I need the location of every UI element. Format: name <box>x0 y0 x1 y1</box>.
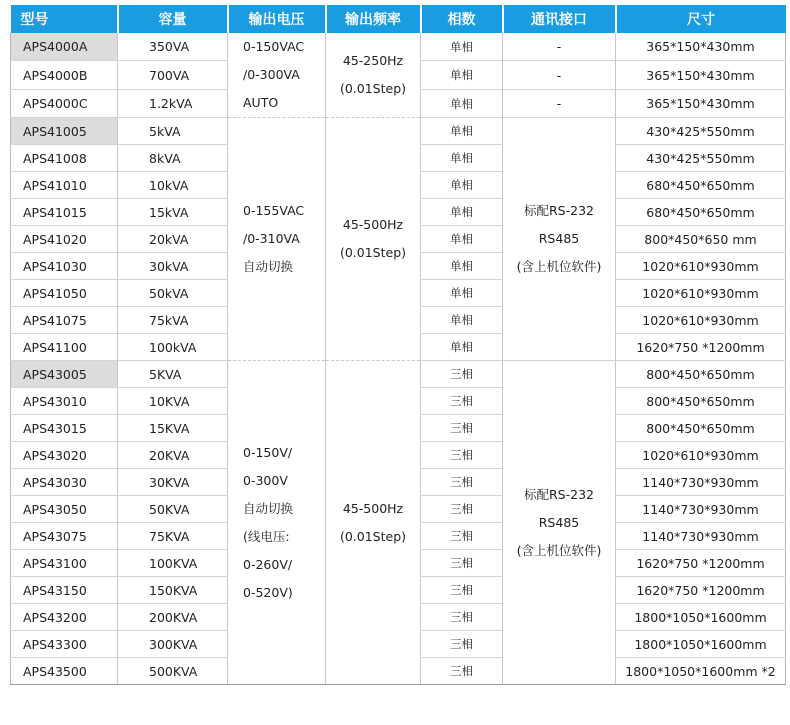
output-frequency-line: (0.01Step) <box>339 81 407 97</box>
product-spec-table <box>10 5 786 685</box>
output-voltage-line: 自动切换 <box>243 259 294 275</box>
capacity-cell: 15kVA <box>118 199 228 226</box>
dimensions-cell: 1800*1050*1600mm *2 <box>616 658 786 685</box>
comm-interface-line: (含上机位软件) <box>516 542 602 558</box>
comm-interface-cell: - <box>503 33 616 61</box>
output-voltage-cell <box>228 118 326 361</box>
dimensions-cell: 365*150*430mm <box>616 61 786 89</box>
model-cell: APS41015 <box>11 199 118 226</box>
model-cell: APS43150 <box>11 577 118 604</box>
phase-cell: 单相 <box>421 145 503 172</box>
dimensions-cell: 430*425*550mm <box>616 145 786 172</box>
model-cell: APS43005 <box>11 361 118 388</box>
model-cell: APS41030 <box>11 253 118 280</box>
output-voltage-line: /0-300VA <box>243 67 300 83</box>
model-cell: APS43020 <box>11 442 118 469</box>
capacity-cell: 350VA <box>118 33 228 61</box>
capacity-cell: 30kVA <box>118 253 228 280</box>
phase-cell: 三相 <box>421 442 503 469</box>
dimensions-cell: 1020*610*930mm <box>616 307 786 334</box>
header-model: 型号 <box>11 5 118 33</box>
capacity-cell: 10KVA <box>118 388 228 415</box>
capacity-cell: 10kVA <box>118 172 228 199</box>
header-output-voltage: 输出电压 <box>228 5 326 33</box>
output-voltage-line: /0-310VA <box>243 231 300 247</box>
capacity-cell: 150KVA <box>118 577 228 604</box>
model-cell: APS41100 <box>11 334 118 361</box>
output-frequency-line: (0.01Step) <box>339 245 407 261</box>
capacity-cell: 75kVA <box>118 307 228 334</box>
phase-cell: 三相 <box>421 523 503 550</box>
phase-cell: 单相 <box>421 280 503 307</box>
dimensions-cell: 1140*730*930mm <box>616 496 786 523</box>
dimensions-cell: 1020*610*930mm <box>616 442 786 469</box>
dimensions-cell: 1620*750 *1200mm <box>616 577 786 604</box>
dimensions-cell: 800*450*650 mm <box>616 226 786 253</box>
dimensions-cell: 1800*1050*1600mm <box>616 604 786 631</box>
header-capacity: 容量 <box>118 5 228 33</box>
output-voltage-cell <box>228 33 326 118</box>
output-voltage-line: 0-260V/ <box>243 557 293 572</box>
phase-cell: 三相 <box>421 388 503 415</box>
dimensions-cell: 1620*750 *1200mm <box>616 550 786 577</box>
dimensions-cell: 680*450*650mm <box>616 172 786 199</box>
table-row <box>11 33 786 61</box>
output-voltage-line: 0-150VAC <box>243 39 305 54</box>
comm-interface-cell: - <box>503 89 616 117</box>
capacity-cell: 200KVA <box>118 604 228 631</box>
model-cell: APS43300 <box>11 631 118 658</box>
capacity-cell: 700VA <box>118 61 228 89</box>
model-cell: APS43200 <box>11 604 118 631</box>
phase-cell: 单相 <box>421 33 503 61</box>
comm-interface-cell <box>503 361 616 685</box>
phase-cell: 三相 <box>421 361 503 388</box>
table-header <box>11 5 786 33</box>
comm-interface-line: RS485 <box>538 514 580 530</box>
phase-cell: 三相 <box>421 469 503 496</box>
phase-cell: 单相 <box>421 172 503 199</box>
dimensions-cell: 1020*610*930mm <box>616 253 786 280</box>
capacity-cell: 50kVA <box>118 280 228 307</box>
phase-cell: 三相 <box>421 604 503 631</box>
output-voltage-line: 0-155VAC <box>243 203 305 219</box>
phase-cell: 三相 <box>421 415 503 442</box>
capacity-cell: 500KVA <box>118 658 228 685</box>
header-row <box>11 5 786 33</box>
model-cell: APS41020 <box>11 226 118 253</box>
capacity-cell: 5kVA <box>118 118 228 145</box>
phase-cell: 三相 <box>421 550 503 577</box>
model-cell: APS41008 <box>11 145 118 172</box>
output-voltage-line: 0-150V/ <box>243 444 293 460</box>
dimensions-cell: 1020*610*930mm <box>616 280 786 307</box>
model-cell: APS41075 <box>11 307 118 334</box>
dimensions-cell: 430*425*550mm <box>616 118 786 145</box>
model-cell: APS43030 <box>11 469 118 496</box>
capacity-cell: 8kVA <box>118 145 228 172</box>
comm-interface-line: RS485 <box>538 231 580 247</box>
output-frequency-cell <box>326 33 421 118</box>
dimensions-cell: 365*150*430mm <box>616 33 786 61</box>
output-voltage-line: 自动切换 <box>243 500 294 516</box>
table-row <box>11 118 786 145</box>
dimensions-cell: 800*450*650mm <box>616 361 786 388</box>
table-row <box>11 361 786 388</box>
comm-interface-line: 标配RS-232 <box>524 203 594 219</box>
output-voltage-line: 0-300V <box>243 472 288 488</box>
phase-cell: 三相 <box>421 577 503 604</box>
dimensions-cell: 365*150*430mm <box>616 89 786 117</box>
comm-interface-line: 标配RS-232 <box>524 486 594 502</box>
output-frequency-line: 45-500Hz <box>342 217 404 233</box>
output-voltage-line: AUTO <box>243 95 279 111</box>
dimensions-cell: 800*450*650mm <box>616 415 786 442</box>
model-cell: APS4000A <box>11 33 118 61</box>
model-cell: APS43100 <box>11 550 118 577</box>
comm-interface-line: (含上机位软件) <box>516 259 602 275</box>
model-cell: APS43500 <box>11 658 118 685</box>
model-cell: APS41005 <box>11 118 118 145</box>
phase-cell: 三相 <box>421 496 503 523</box>
capacity-cell: 5KVA <box>118 361 228 388</box>
output-frequency-line: 45-500Hz <box>342 500 404 516</box>
phase-cell: 单相 <box>421 118 503 145</box>
model-cell: APS4000C <box>11 89 118 117</box>
dimensions-cell: 1800*1050*1600mm <box>616 631 786 658</box>
model-cell: APS43010 <box>11 388 118 415</box>
model-cell: APS43015 <box>11 415 118 442</box>
capacity-cell: 50KVA <box>118 496 228 523</box>
output-frequency-cell <box>326 118 421 361</box>
capacity-cell: 100KVA <box>118 550 228 577</box>
table-body <box>11 33 786 685</box>
capacity-cell: 20KVA <box>118 442 228 469</box>
phase-cell: 单相 <box>421 61 503 89</box>
phase-cell: 单相 <box>421 253 503 280</box>
dimensions-cell: 680*450*650mm <box>616 199 786 226</box>
capacity-cell: 30KVA <box>118 469 228 496</box>
comm-interface-cell: - <box>503 61 616 89</box>
phase-cell: 单相 <box>421 89 503 117</box>
capacity-cell: 100kVA <box>118 334 228 361</box>
capacity-cell: 1.2kVA <box>118 89 228 117</box>
capacity-cell: 300KVA <box>118 631 228 658</box>
phase-cell: 单相 <box>421 226 503 253</box>
dimensions-cell: 1140*730*930mm <box>616 523 786 550</box>
capacity-cell: 15KVA <box>118 415 228 442</box>
output-frequency-line: (0.01Step) <box>339 528 407 544</box>
dimensions-cell: 800*450*650mm <box>616 388 786 415</box>
comm-interface-cell <box>503 118 616 361</box>
output-voltage-line: 0-520V) <box>243 585 293 601</box>
output-frequency-line: 45-250Hz <box>342 53 404 69</box>
header-dimensions: 尺寸 <box>616 5 786 33</box>
header-comm-interface: 通讯接口 <box>503 5 616 33</box>
dimensions-cell: 1620*750 *1200mm <box>616 334 786 361</box>
header-phase: 相数 <box>421 5 503 33</box>
output-frequency-cell <box>326 361 421 685</box>
model-cell: APS43050 <box>11 496 118 523</box>
model-cell: APS43075 <box>11 523 118 550</box>
phase-cell: 单相 <box>421 334 503 361</box>
capacity-cell: 20kVA <box>118 226 228 253</box>
model-cell: APS41050 <box>11 280 118 307</box>
phase-cell: 三相 <box>421 631 503 658</box>
model-cell: APS41010 <box>11 172 118 199</box>
model-cell: APS4000B <box>11 61 118 89</box>
dimensions-cell: 1140*730*930mm <box>616 469 786 496</box>
phase-cell: 三相 <box>421 658 503 685</box>
output-voltage-cell <box>228 361 326 685</box>
header-output-frequency: 输出频率 <box>326 5 421 33</box>
phase-cell: 单相 <box>421 307 503 334</box>
capacity-cell: 75KVA <box>118 523 228 550</box>
output-voltage-line: (线电压: <box>243 528 290 544</box>
phase-cell: 单相 <box>421 199 503 226</box>
